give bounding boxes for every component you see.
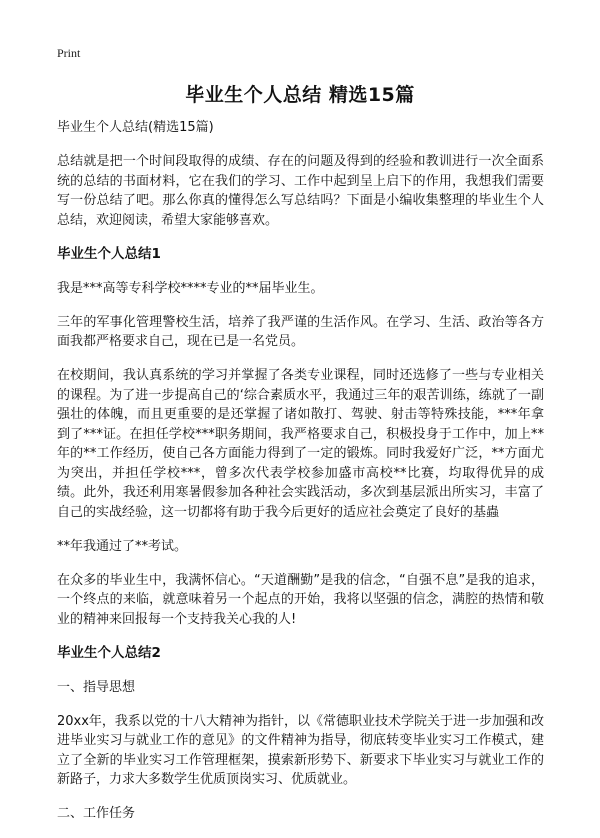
- document-body: [57, 118, 544, 838]
- page-title: 毕业生个人总结 精选15篇: [185, 84, 415, 106]
- paragraph: 我是***高等专科学校****专业的**届毕业生。: [57, 280, 324, 296]
- intro-paragraph: 总结就是把一个时间段取得的成绩、存在的问题及得到的经验和教训进行一次全面系统的总结的书面材料，它在我们的学习、工作中起到呈上启下的作用，我想我们需要写一份总结了吧。那么你真的懂得怎么写总结吗？下面是小编收集整理的毕业生个人总结，欢迎阅读，希望大家能够喜欢。: [57, 154, 544, 228]
- paragraph: **年我通过了**考试。: [57, 538, 188, 554]
- paragraph: 在校期间，我认真系统的学习并掌握了各类专业课程，同时还选修了一些与专业相关的课程。为了进一步提高自己的‘综合素质水平，我通过三年的艰苦训练，练就了一副强壮的体魄，而且更重要的是还掌握了诸如散打、驾驶、射击等特殊技能，***年拿到了***证。在担任学校***职务期间，我严格要求自己，积极投身于工作中，加上**年的**工作经历，使自己各方面能力得到了一定的锻炼。同时我爱好广泛，**方面尤为突出，并担任学校***，曾多次代表学校参加盛市高校**比赛，均取得优异的成绩。此外，我还利用寒暑假参加各种社会实践活动，多次到基层派出所实习，丰富了自己的实战经验，这一切都将有助于我今后更好的适应社会奠定了良好的基蟲: [57, 368, 544, 520]
- section-heading-2: 毕业生个人总结2: [57, 644, 161, 661]
- paragraph: 在众多的毕业生中，我满怀信心。“天道酬勤”是我的信念，“自强不息”是我的追求，一个终点的来临，就意味着另一个起点的开始，我将以坚强的信念，满腔的热情和敬业的精神来回报每一个支持我关心我的人!: [57, 572, 544, 627]
- subtitle: 毕业生个人总结(精选15篇): [57, 120, 214, 135]
- paragraph: 二、工作任务: [57, 806, 136, 821]
- paragraph: 三年的军事化管理警校生活，培养了我严谨的生活作风。在学习、生活、政治等各方面我都严格要求自己，现在已是一名党员。: [57, 314, 544, 349]
- paragraph: 20xx年，我系以党的十八大精神为指针，以《常德职业技术学院关于进一步加强和改进毕业实习与就业工作的意见》的文件精神为指导，彻底转变毕业实习工作模式，建立了全新的毕业实习工作管理框架，摸索新形势下、新要求下毕业实习与就业工作的新路子，力求大多数学生优质顶岗实习、优质就业。: [57, 713, 544, 787]
- print-link[interactable]: Print: [57, 46, 81, 60]
- paragraph: 一、指导思想: [57, 679, 136, 695]
- section-heading-1: 毕业生个人总结1: [57, 245, 161, 262]
